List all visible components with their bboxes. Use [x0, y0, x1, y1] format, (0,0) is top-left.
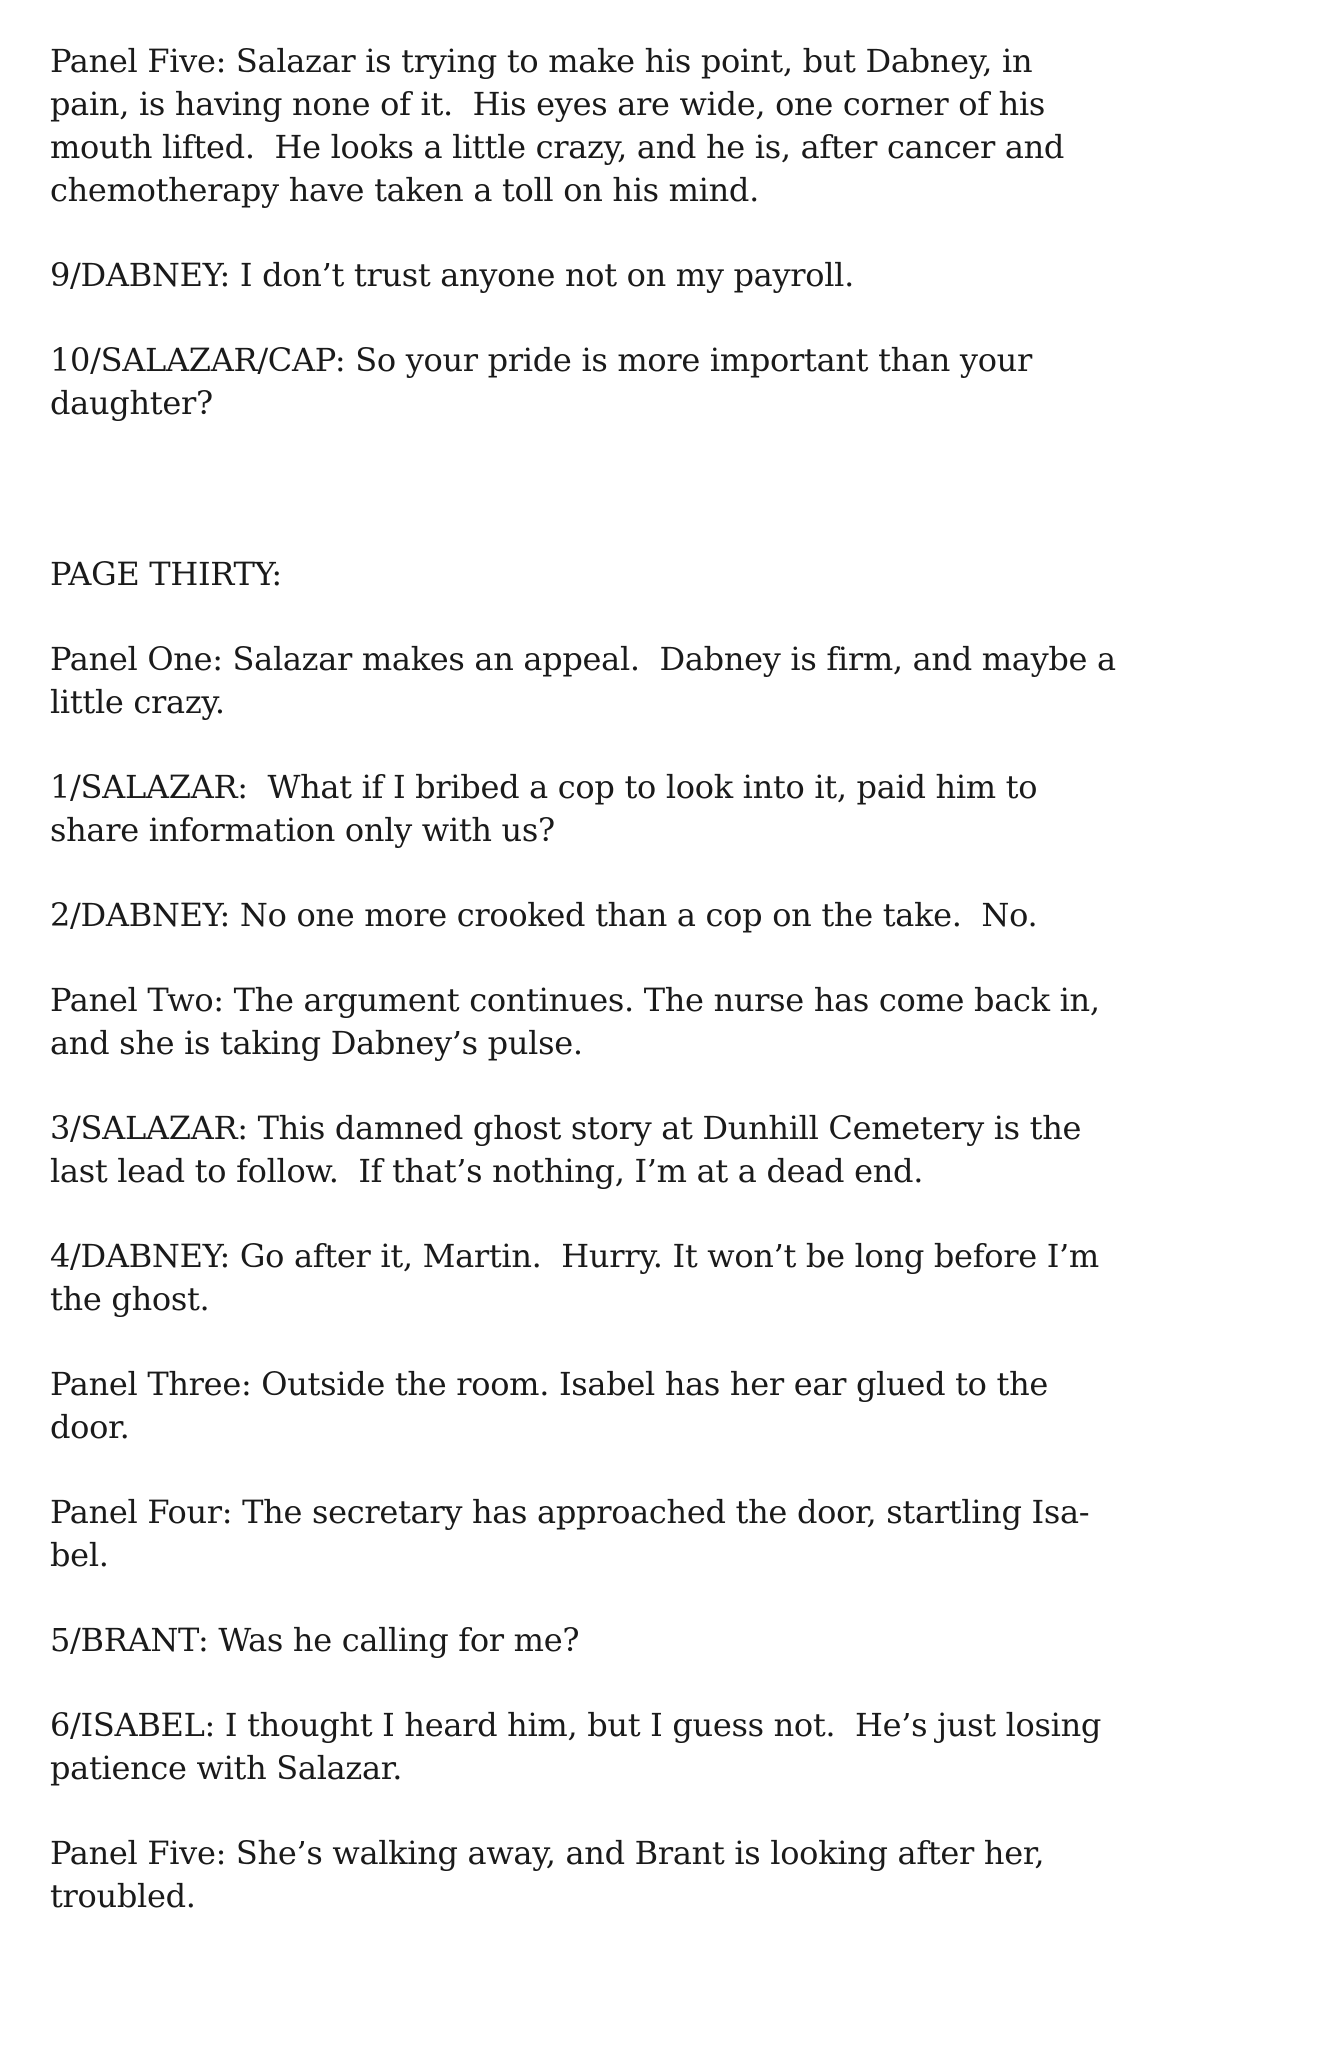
dialogue-line: 10/SALAZAR/CAP: So your pride is more important than your daughter? [50, 341, 1032, 422]
panel-description: Panel Five: Salazar is trying to make his point, but Dabney, in pain, is having none of it. His eyes are wide, one corner of his mouth lifted. He looks a little crazy, and he is, after cancer and chemotherapy have taken a toll on his mind. [50, 42, 1065, 209]
dialogue-line: 6/ISABEL: I thought I heard him, but I guess not. He’s just losing patience with Salazar. [50, 1706, 1102, 1787]
panel-description: Panel Four: The secretary has approached the door, startling Isa- bel. [50, 1493, 1090, 1574]
panel-description: Panel One: Salazar makes an appeal. Dabney is firm, and maybe a little crazy. [50, 640, 1116, 721]
script-page [50, 40, 1190, 1960]
panel-description: Panel Five: She’s walking away, and Brant is looking after her, troubled. [50, 1834, 1045, 1915]
panel-description: Panel Two: The argument continues. The nurse has come back in, and she is taking Dabney’s pulse. [50, 981, 1100, 1062]
section-spacer [50, 467, 1190, 553]
dialogue-line: 4/DABNEY: Go after it, Martin. Hurry. It won’t be long before I’m the ghost. [50, 1237, 1099, 1318]
dialogue-line: 9/DABNEY: I don’t trust anyone not on my payroll. [50, 256, 854, 294]
dialogue-line: 3/SALAZAR: This damned ghost story at Dunhill Cemetery is the last lead to follow. If that’s nothing, I’m at a dead end. [50, 1109, 1082, 1190]
panel-description: Panel Three: Outside the room. Isabel has her ear glued to the door. [50, 1365, 1049, 1446]
dialogue-line: 2/DABNEY: No one more crooked than a cop on the take. No. [50, 896, 1038, 934]
dialogue-line: 1/SALAZAR: What if I bribed a cop to look into it, paid him to share information only with us? [50, 768, 1038, 849]
page-heading: PAGE THIRTY: [50, 555, 282, 593]
dialogue-line: 5/BRANT: Was he calling for me? [50, 1621, 580, 1659]
